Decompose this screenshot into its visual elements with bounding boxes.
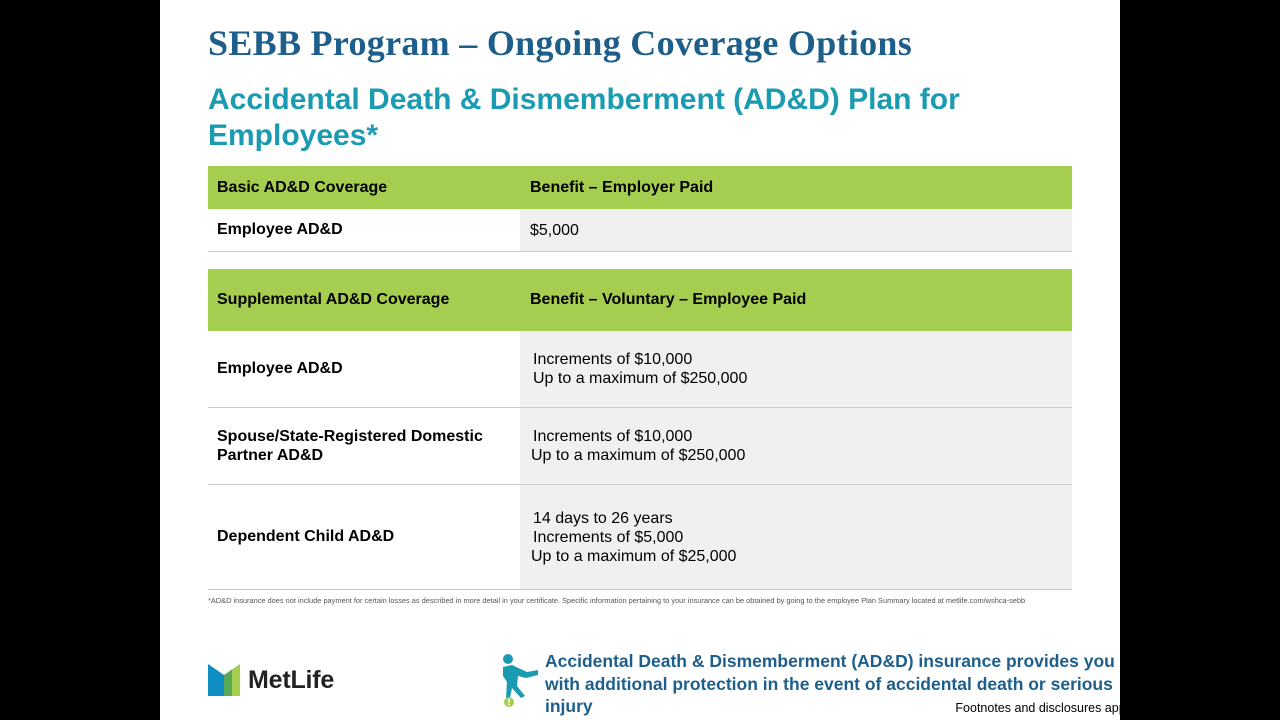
metlife-logo-icon <box>208 664 240 696</box>
benefit-line: 14 days to 26 years <box>533 509 673 527</box>
header-benefit: Benefit – Voluntary – Employee Paid <box>530 291 807 308</box>
disclaimer-text: Footnotes and disclosures appear at the end of this video <box>955 701 1273 715</box>
table-header-row <box>208 269 1072 331</box>
benefit-line: Increments of $5,000 <box>533 528 684 546</box>
table-row <box>208 408 1072 485</box>
benefit-line: Up to a maximum of $250,000 <box>531 447 746 464</box>
falling-person-icon <box>500 650 540 708</box>
slide-title: SEBB Program – Ongoing Coverage Options <box>208 23 913 63</box>
header-coverage: Basic AD&D Coverage <box>217 178 388 196</box>
supplemental-coverage-table <box>208 269 1072 590</box>
benefit-line: Up to a maximum of $250,000 <box>533 370 748 387</box>
promo-text: Accidental Death & Dismemberment (AD&D) insurance provides you with additional protection in the event of accidental death or serious injury <box>545 651 1115 716</box>
coverage-label: Spouse/State-Registered Domestic Partner AD&D <box>217 428 483 464</box>
coverage-label: Employee AD&D <box>217 360 343 377</box>
benefit-line: Up to a maximum of $25,000 <box>531 547 737 565</box>
benefit-value <box>520 485 1072 589</box>
basic-coverage-table <box>208 166 1072 252</box>
benefit-line: Increments of $10,000 <box>533 351 693 368</box>
header-coverage: Supplemental AD&D Coverage <box>217 291 450 308</box>
benefit-value <box>520 331 1072 407</box>
table-row <box>208 209 1072 252</box>
benefit-value <box>520 408 1072 484</box>
table-header-row <box>208 166 1072 209</box>
footnote: *AD&D insurance does not include payment for certain losses as described in more detail in your certificate. Specific information pertaining to your insurance can be obtained by going to the employee Plan Summary located at metlife.com/wshca-sebb <box>208 596 1026 605</box>
coverage-label: Employee AD&D <box>217 221 343 238</box>
metlife-logo <box>208 664 334 696</box>
logo-text: MetLife <box>248 665 335 694</box>
benefit-line: Increments of $10,000 <box>533 428 693 445</box>
slide-subtitle: Accidental Death & Dismemberment (AD&D) Plan for Employees* <box>208 83 960 152</box>
table-row <box>208 485 1072 590</box>
benefit-line: $5,000 <box>530 221 579 239</box>
coverage-label: Dependent Child AD&D <box>217 528 395 545</box>
header-benefit: Benefit – Employer Paid <box>530 178 714 196</box>
slide <box>160 0 1120 720</box>
benefit-value <box>520 209 1072 251</box>
table-row <box>208 331 1072 408</box>
